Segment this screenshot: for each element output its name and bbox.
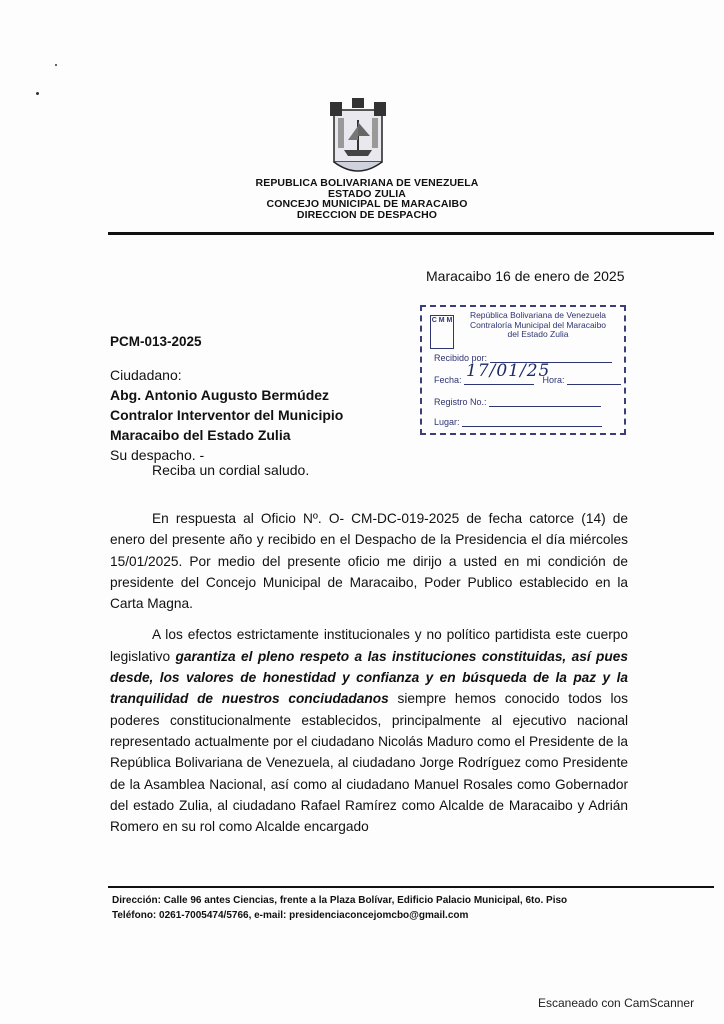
addressee-block: [110, 365, 343, 465]
stamp-logo-text: C M M: [431, 317, 453, 324]
stamp-field-line: [462, 417, 602, 427]
scanner-watermark: Escaneado con CamScanner: [538, 996, 695, 1010]
letterhead-line: REPUBLICA BOLIVARIANA DE VENEZUELA: [255, 177, 479, 189]
footer-address: Dirección: Calle 96 antes Ciencias, frente a la Plaza Bolívar, Edificio Palacio Municipal, 6to. Piso: [112, 895, 568, 906]
stamp-title-line: Contraloría Municipal del Maracaibo: [469, 319, 607, 330]
stamp-field-line: [567, 375, 621, 385]
stamp-handwritten-date: 17/01/25: [466, 361, 551, 381]
body-emphasis: garantiza el pleno respeto a las instituciones constituidas, así pues desde, los valores de honestidad y confianza y en búsqueda de la paz y la tranquilidad de nuestros conciudadanos: [110, 648, 629, 707]
stamp-registry-row: [434, 397, 601, 407]
addressee-position: Contralor Interventor del Municipio: [110, 407, 344, 423]
body-text: siempre hemos conocido todos los poderes constitucionalmente establecidos, principalmente al ejecutivo nacional representado actualmente por el ciudadano Nicolás Maduro como el Presidente de la República Bolivariana de Venezuela, al ciudadano Jorge Rodríguez como Presidente de la Asamblea Nacional, así como al ciudadano Manuel Rosales como Gobernador del estado Zulia, al ciudadano Rafael Ramírez como Alcalde de Maracaibo y Adrián Romero en su rol como Alcalde encargado: [110, 691, 628, 835]
body-paragraph: [110, 624, 628, 837]
addressee-closing: Su despacho. -: [110, 447, 205, 463]
stamp-field-line: [489, 397, 601, 407]
coat-of-arms-icon: [330, 98, 386, 178]
letter-date: Maracaibo 16 de enero de 2025: [426, 268, 625, 284]
header-divider: [108, 232, 714, 235]
stamp-date-label: Fecha:: [434, 375, 462, 385]
stamp-title: [458, 311, 618, 340]
scan-speck: [55, 64, 57, 66]
reception-stamp: [420, 305, 626, 435]
scan-speck: [36, 92, 39, 95]
stamp-place-row: [434, 417, 602, 427]
letterhead: [200, 178, 534, 220]
footer: [112, 893, 567, 923]
stamp-logo: [430, 315, 454, 349]
stamp-title-line: República Bolivariana de Venezuela: [469, 310, 607, 320]
footer-contact: Teléfono: 0261-7005474/5766, e-mail: presidenciaconcejomcbo@gmail.com: [112, 910, 469, 921]
addressee-salutation: Ciudadano:: [110, 367, 182, 383]
greeting: Reciba un cordial saludo.: [152, 462, 310, 478]
letterhead-line: ESTADO ZULIA: [327, 187, 406, 200]
letterhead-line: CONCEJO MUNICIPAL DE MARACAIBO: [266, 198, 468, 210]
stamp-title-line: del Estado Zulia: [507, 329, 569, 339]
body-text: A los efectos estrictamente institucionales y no político partidista este cuerpo legislativo: [110, 627, 628, 664]
letterhead-line: DIRECCION DE DESPACHO: [296, 208, 438, 221]
reference-number: PCM-013-2025: [110, 334, 202, 349]
stamp-place-label: Lugar:: [434, 417, 460, 427]
letter-body: [110, 508, 628, 847]
stamp-time-label: Hora:: [542, 375, 565, 385]
addressee-place: Maracaibo del Estado Zulia: [110, 427, 291, 443]
stamp-registry-label: Registro No.:: [434, 397, 487, 407]
addressee-name: Abg. Antonio Augusto Bermúdez: [110, 387, 330, 403]
stamp-received-by-label: Recibido por:: [434, 353, 488, 363]
footer-divider: [108, 886, 714, 888]
body-paragraph: En respuesta al Oficio Nº. O- CM-DC-019-2025 de fecha catorce (14) de enero del presente año y recibido en el Despacho de la Presidencia el día miércoles 15/01/2025. Por medio del presente oficio me dirijo a usted en mi condición de presidente del Concejo Municipal de Maracaibo, Poder Publico establecido en la Carta Magna.: [110, 511, 628, 612]
